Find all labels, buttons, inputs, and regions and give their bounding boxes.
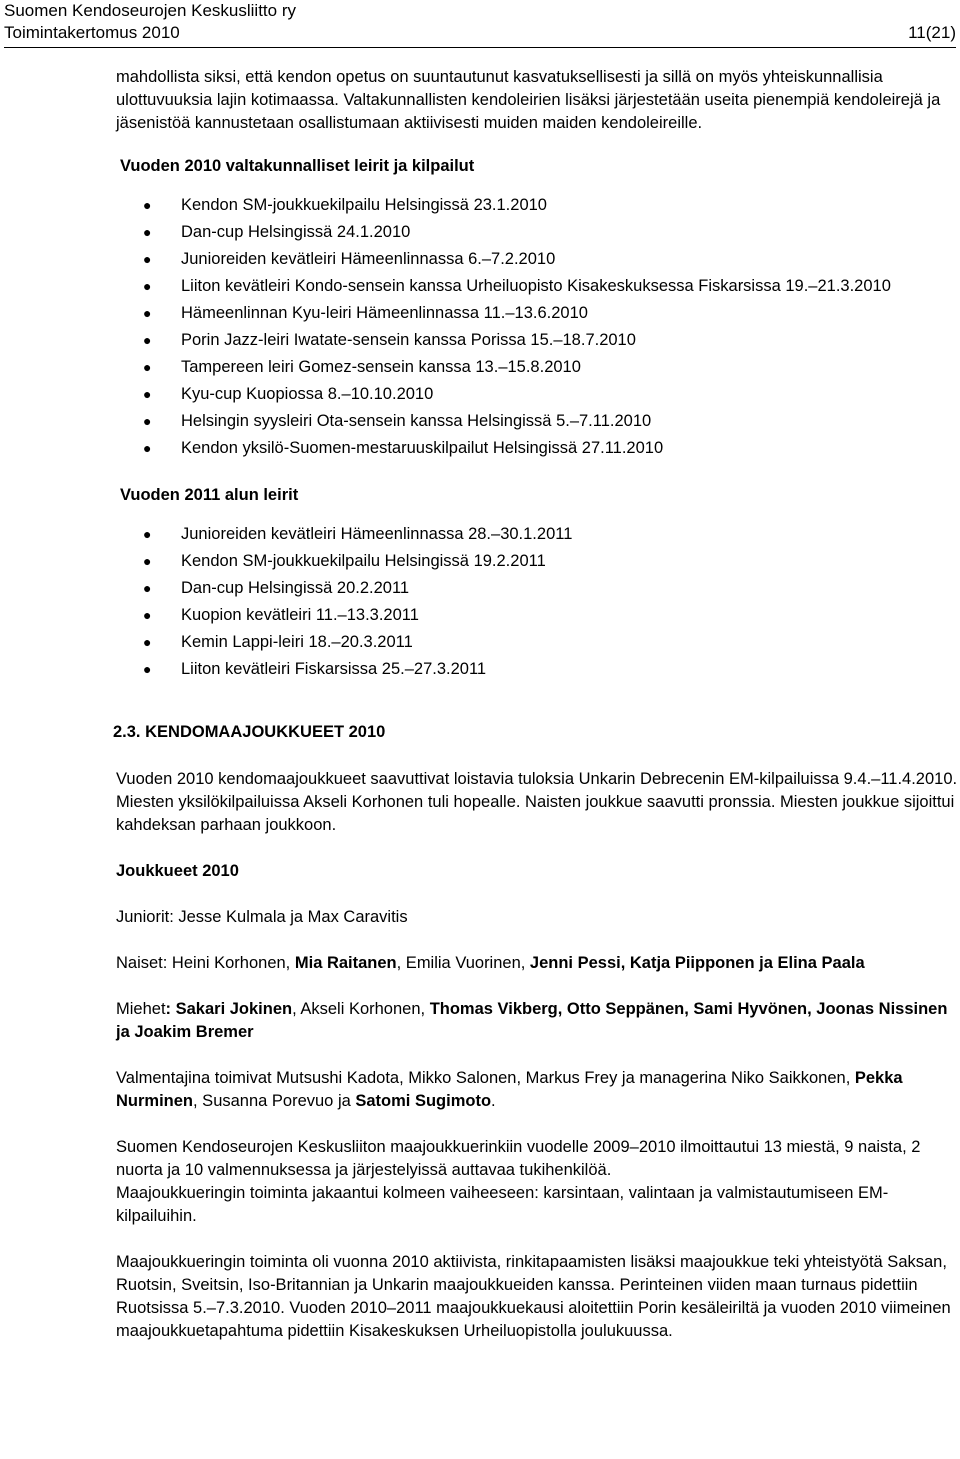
- page-content: [113, 66, 960, 1343]
- camp-2011-item: [116, 602, 941, 629]
- camp-2010-item: [116, 219, 941, 246]
- camp-2011-item-text: Kemin Lappi-leiri 18.–20.3.2011: [181, 633, 413, 651]
- camp-2010-item: [116, 354, 941, 381]
- camp-2011-item-text: Liiton kevätleiri Fiskarsissa 25.–27.3.2011: [181, 660, 487, 678]
- men-bold-name: : Sakari Jokinen: [165, 1000, 293, 1018]
- coaches-text: , Susanna Porevuo ja: [193, 1092, 356, 1110]
- camp-2010-item: [116, 381, 941, 408]
- camp-2011-item: [116, 521, 941, 548]
- camp-2010-item: [116, 300, 941, 327]
- header-rule: [4, 47, 956, 48]
- bullet-icon: ●: [143, 305, 152, 321]
- bullet-icon: ●: [143, 332, 152, 348]
- camp-2011-item-text: Dan-cup Helsingissä 20.2.2011: [181, 579, 410, 597]
- camp-2011-item-text: Junioreiden kevätleiri Hämeenlinnassa 28.–30.1.2011: [181, 525, 573, 543]
- phases-paragraph: Maajoukkueringin toiminta jakaantui kolmeen vaiheeseen: karsintaan, valintaan ja valmistautumiseen EM-kilpailuihin.: [116, 1184, 889, 1225]
- bullet-icon: ●: [143, 359, 152, 375]
- camp-2010-item: [116, 327, 941, 354]
- men-line: [116, 998, 960, 1044]
- page-header: [4, 0, 956, 44]
- camp-2010-item: [116, 273, 941, 300]
- camp-2011-item: [116, 548, 941, 575]
- camp-2010-item-text: Porin Jazz-leiri Iwatate-sensein kanssa Porissa 15.–18.7.2010: [181, 331, 636, 349]
- bullet-icon: ●: [143, 224, 152, 240]
- bullet-icon: ●: [143, 661, 152, 677]
- camp-2010-item-text: Kendon SM-joukkuekilpailu Helsingissä 23.1.2010: [181, 196, 547, 214]
- women-text: Naiset: Heini Korhonen,: [116, 954, 295, 972]
- camp-2010-item: [116, 408, 941, 435]
- header-org: Suomen Kendoseurojen Keskusliitto ry: [4, 1, 296, 20]
- results-paragraph: Vuoden 2010 kendomaajoukkueet saavuttivat loistavia tuloksia Unkarin Debrecenin EM-kilpailuissa 9.4.–11.4.2010. Miesten yksilökilpailuissa Akseli Korhonen tuli hopealle. Naisten joukkue saavutti pronssia. Miesten joukkue sijoittui kahdeksan parhaan joukkoon.: [116, 770, 958, 834]
- camp-2011-item-text: Kendon SM-joukkuekilpailu Helsingissä 19.2.2011: [181, 552, 546, 570]
- intro-paragraph: mahdollista siksi, että kendon opetus on suuntautunut kasvatuksellisesti ja sillä on myös yhteiskunnallisia ulottuvuuksia lajin kotimaassa. Valtakunnallisten kendoleirien lisäksi järjestetään useita pienempiä kendoleirejä ja jäsenistöä kannustetaan osallistumaan aktiivisesti muiden maiden kendoleireille.: [116, 68, 941, 132]
- camp-2011-item: [116, 575, 941, 602]
- camp-2010-item-text: Hämeenlinnan Kyu-leiri Hämeenlinnassa 11.–13.6.2010: [181, 304, 588, 322]
- camp-2010-item-text: Helsingin syysleiri Ota-sensein kanssa Helsingissä 5.–7.11.2010: [181, 412, 652, 430]
- women-line: [116, 952, 960, 975]
- bullet-icon: ●: [143, 526, 152, 542]
- camp-2010-item-text: Kendon yksilö-Suomen-mestaruuskilpailut Helsingissä 27.11.2010: [181, 439, 664, 457]
- camp-2010-item-text: Dan-cup Helsingissä 24.1.2010: [181, 223, 411, 241]
- men-bold-names: Thomas Vikberg, Otto Seppänen, Sami Hyvönen, Joonas Nissinen ja Joakim Bremer: [116, 1000, 948, 1041]
- camp-2010-item-text: Tampereen leiri Gomez-sensein kanssa 13.–15.8.2010: [181, 358, 581, 376]
- registration-paragraph: Suomen Kendoseurojen Keskusliiton maajoukkuerinkiin vuodelle 2009–2010 ilmoittautui 13 miestä, 9 naista, 2 nuorta ja 10 valmennuksessa ja järjestelyissä auttavaa tukihenkilöä.: [116, 1138, 921, 1179]
- camp-2010-item-text: Junioreiden kevätleiri Hämeenlinnassa 6.–7.2.2010: [181, 250, 556, 268]
- bullet-icon: ●: [143, 607, 152, 623]
- bullet-icon: ●: [143, 553, 152, 569]
- activity-paragraph: Maajoukkueringin toiminta oli vuonna 2010 aktiivista, rinkitapaamisten lisäksi maajoukkue teki yhteistyötä Saksan, Ruotsin, Sveitsin, Iso-Britannian ja Unkarin maajoukkueiden kanssa. Perinteinen viiden maan turnaus pidettiin Ruotsissa 5.–7.3.2010. Vuoden 2010–2011 maajoukkuekausi aloitettiin Porin kesäleiriltä ja vuoden 2010 viimeinen maajoukkuetapahtuma pidettiin Kisakeskuksen Urheiluopistolla joulukuussa.: [116, 1253, 951, 1340]
- bullet-icon: ●: [143, 278, 152, 294]
- coaches-bold-name: Pekka Nurminen: [116, 1069, 903, 1110]
- bullet-icon: ●: [143, 197, 152, 213]
- juniors-line: Juniorit: Jesse Kulmala ja Max Caravitis: [116, 908, 408, 926]
- header-report-title: Toimintakertomus 2010: [4, 23, 180, 42]
- bullet-icon: ●: [143, 386, 152, 402]
- camp-2010-item: [116, 246, 941, 273]
- coaches-bold-name: Satomi Sugimoto: [355, 1092, 492, 1110]
- men-text: , Akseli Korhonen,: [292, 1000, 430, 1018]
- camps-2010-list: [116, 192, 960, 462]
- camp-2010-item-text: Kyu-cup Kuopiossa 8.–10.10.2010: [181, 385, 434, 403]
- bullet-icon: ●: [143, 580, 152, 596]
- women-bold-name: Mia Raitanen: [294, 954, 397, 972]
- men-text: Miehet: [116, 1000, 166, 1018]
- coaches-text: .: [491, 1092, 496, 1110]
- section-heading: 2.3. KENDOMAAJOUKKUEET 2010: [113, 723, 386, 741]
- coaches-text: Valmentajina toimivat Mutsushi Kadota, Mikko Salonen, Markus Frey ja managerina Niko Saikkonen,: [116, 1069, 855, 1087]
- teams-heading: Joukkueet 2010: [116, 862, 239, 880]
- women-bold-names: Jenni Pessi, Katja Piipponen ja Elina Paala: [529, 954, 865, 972]
- bullet-icon: ●: [143, 440, 152, 456]
- camp-2011-item-text: Kuopion kevätleiri 11.–13.3.2011: [181, 606, 419, 624]
- camps-2011-list: [116, 521, 960, 683]
- camp-2010-item-text: Liiton kevätleiri Kondo-sensein kanssa Urheiluopisto Kisakeskuksessa Fiskarsissa 19.–21.3.2010: [181, 277, 891, 295]
- bullet-icon: ●: [143, 413, 152, 429]
- camp-2011-item: [116, 656, 941, 683]
- bullet-icon: ●: [143, 251, 152, 267]
- women-text: , Emilia Vuorinen,: [396, 954, 530, 972]
- camps-2011-heading: Vuoden 2011 alun leirit: [120, 486, 299, 504]
- coaches-paragraph: [116, 1067, 960, 1113]
- camp-2011-item: [116, 629, 941, 656]
- camp-2010-item: [116, 435, 941, 462]
- bullet-icon: ●: [143, 634, 152, 650]
- header-page-number: 11(21): [908, 23, 956, 42]
- camps-2010-heading: Vuoden 2010 valtakunnalliset leirit ja kilpailut: [120, 157, 475, 175]
- camp-2010-item: [116, 192, 941, 219]
